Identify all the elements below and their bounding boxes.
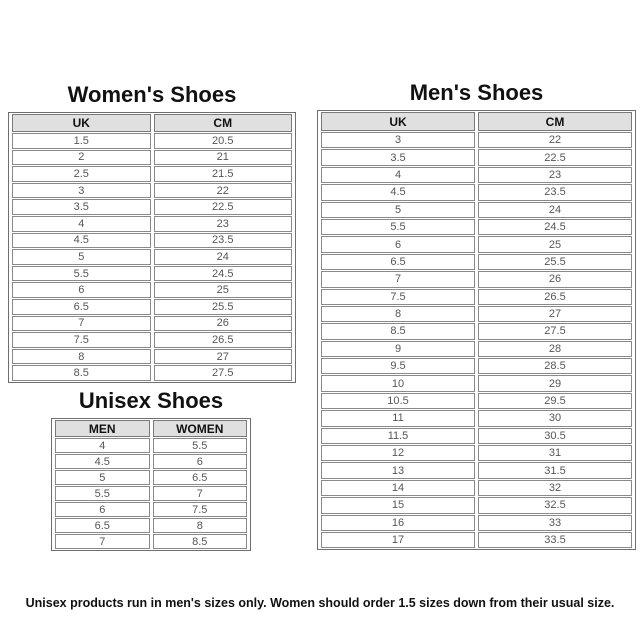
size-cell: 25.5 (154, 299, 293, 315)
size-cell: 22.5 (154, 199, 293, 215)
size-cell: 4 (55, 438, 150, 453)
size-cell: 7 (321, 271, 475, 287)
table-row (12, 216, 292, 232)
column-header-uk: UK (321, 112, 475, 131)
table-row (12, 349, 292, 365)
table-row (12, 233, 292, 249)
men-shoes-section (317, 80, 636, 550)
table-row (321, 219, 632, 235)
women-shoes-table (8, 112, 296, 383)
size-cell: 4 (12, 216, 151, 232)
table-row (55, 454, 247, 469)
men-table-body (321, 132, 632, 548)
size-cell: 7 (153, 486, 248, 501)
unisex-table-body (55, 438, 247, 549)
header-row (12, 114, 292, 132)
table-row (321, 202, 632, 218)
size-cell: 27 (154, 349, 293, 365)
size-cell: 13 (321, 462, 475, 478)
size-cell: 27.5 (478, 323, 632, 339)
women-shoes-title: Women's Shoes (67, 82, 237, 107)
size-cell: 17 (321, 532, 475, 548)
table-row (321, 358, 632, 374)
footer-note: Unisex products run in men's sizes only. Women should order 1.5 sizes down from their usual size. (25, 596, 615, 610)
table-row (12, 266, 292, 282)
size-cell: 6.5 (153, 470, 248, 485)
column-header-women: WOMEN (153, 420, 248, 437)
table-row (321, 341, 632, 357)
size-cell: 26 (478, 271, 632, 287)
size-cell: 28 (478, 341, 632, 357)
size-cell: 2 (12, 150, 151, 166)
size-cell: 23 (478, 167, 632, 183)
size-cell: 8.5 (321, 323, 475, 339)
size-cell: 5.5 (321, 219, 475, 235)
table-row (55, 438, 247, 453)
size-cell: 10.5 (321, 393, 475, 409)
size-cell: 24.5 (478, 219, 632, 235)
table-row (321, 462, 632, 478)
table-row (321, 289, 632, 305)
size-cell: 5.5 (12, 266, 151, 282)
table-row (12, 150, 292, 166)
size-cell: 5.5 (153, 438, 248, 453)
size-cell: 6 (55, 502, 150, 517)
women-table-header (12, 114, 292, 132)
table-row (55, 470, 247, 485)
size-cell: 29 (478, 375, 632, 391)
column-header-cm: CM (478, 112, 632, 131)
unisex-shoes-title: Unisex Shoes (78, 388, 224, 413)
size-cell: 27 (478, 306, 632, 322)
table-row (55, 502, 247, 517)
size-cell: 31.5 (478, 462, 632, 478)
size-cell: 8.5 (153, 534, 248, 549)
size-cell: 3.5 (12, 199, 151, 215)
column-header-men: MEN (55, 420, 150, 437)
table-row (12, 199, 292, 215)
size-cell: 6.5 (12, 299, 151, 315)
size-cell: 26.5 (478, 289, 632, 305)
table-row (12, 249, 292, 265)
table-row (321, 532, 632, 548)
size-cell: 11 (321, 410, 475, 426)
table-row (12, 282, 292, 298)
size-cell: 33.5 (478, 532, 632, 548)
header-row (321, 112, 632, 131)
table-row (12, 166, 292, 182)
size-cell: 6.5 (55, 518, 150, 533)
size-cell: 29.5 (478, 393, 632, 409)
size-cell: 7.5 (12, 332, 151, 348)
size-cell: 25.5 (478, 254, 632, 270)
size-cell: 23.5 (478, 184, 632, 200)
size-cell: 30.5 (478, 428, 632, 444)
size-cell: 23.5 (154, 233, 293, 249)
table-row (12, 316, 292, 332)
men-shoes-title: Men's Shoes (409, 80, 544, 105)
unisex-shoes-section (51, 388, 251, 551)
size-cell: 5 (321, 202, 475, 218)
size-cell: 5 (55, 470, 150, 485)
table-row (12, 299, 292, 315)
table-row (55, 518, 247, 533)
size-cell: 15 (321, 497, 475, 513)
size-cell: 24 (478, 202, 632, 218)
size-cell: 2.5 (12, 166, 151, 182)
table-row (321, 497, 632, 513)
women-shoes-section (8, 82, 296, 383)
size-cell: 27.5 (154, 365, 293, 381)
table-row (321, 132, 632, 148)
size-cell: 26 (154, 316, 293, 332)
size-cell: 23 (154, 216, 293, 232)
size-cell: 16 (321, 515, 475, 531)
table-row (321, 515, 632, 531)
size-cell: 22 (478, 132, 632, 148)
size-cell: 5.5 (55, 486, 150, 501)
table-row (321, 428, 632, 444)
size-cell: 9 (321, 341, 475, 357)
size-cell: 32 (478, 480, 632, 496)
size-cell: 7 (12, 316, 151, 332)
size-cell: 22 (154, 183, 293, 199)
column-header-uk: UK (12, 114, 151, 132)
table-row (321, 236, 632, 252)
table-row (321, 254, 632, 270)
size-cell: 4.5 (55, 454, 150, 469)
size-cell: 4 (321, 167, 475, 183)
table-row (12, 133, 292, 149)
size-cell: 9.5 (321, 358, 475, 374)
size-cell: 28.5 (478, 358, 632, 374)
size-cell: 20.5 (154, 133, 293, 149)
table-row (321, 184, 632, 200)
table-row (12, 365, 292, 381)
size-cell: 33 (478, 515, 632, 531)
size-cell: 21.5 (154, 166, 293, 182)
size-cell: 8 (153, 518, 248, 533)
size-cell: 8.5 (12, 365, 151, 381)
column-header-cm: CM (154, 114, 293, 132)
size-cell: 7.5 (321, 289, 475, 305)
size-cell: 6 (12, 282, 151, 298)
table-row (321, 393, 632, 409)
size-cell: 25 (478, 236, 632, 252)
size-cell: 24 (154, 249, 293, 265)
size-cell: 26.5 (154, 332, 293, 348)
size-cell: 4.5 (321, 184, 475, 200)
table-row (321, 149, 632, 165)
size-cell: 32.5 (478, 497, 632, 513)
size-cell: 3 (321, 132, 475, 148)
unisex-table-header (55, 420, 247, 437)
size-cell: 3.5 (321, 149, 475, 165)
women-table-body (12, 133, 292, 381)
men-shoes-table (317, 110, 636, 550)
table-row (321, 445, 632, 461)
size-cell: 25 (154, 282, 293, 298)
table-row (12, 183, 292, 199)
size-cell: 8 (12, 349, 151, 365)
table-row (321, 410, 632, 426)
size-cell: 31 (478, 445, 632, 461)
size-cell: 11.5 (321, 428, 475, 444)
size-cell: 12 (321, 445, 475, 461)
size-cell: 1.5 (12, 133, 151, 149)
size-cell: 7.5 (153, 502, 248, 517)
table-row (321, 323, 632, 339)
table-row (55, 486, 247, 501)
size-cell: 30 (478, 410, 632, 426)
size-cell: 6.5 (321, 254, 475, 270)
size-cell: 4.5 (12, 233, 151, 249)
size-cell: 8 (321, 306, 475, 322)
table-row (55, 534, 247, 549)
table-row (12, 332, 292, 348)
size-cell: 6 (321, 236, 475, 252)
table-row (321, 271, 632, 287)
table-row (321, 306, 632, 322)
size-cell: 21 (154, 150, 293, 166)
size-cell: 10 (321, 375, 475, 391)
size-cell: 14 (321, 480, 475, 496)
men-table-header (321, 112, 632, 131)
header-row (55, 420, 247, 437)
size-cell: 6 (153, 454, 248, 469)
size-cell: 22.5 (478, 149, 632, 165)
size-cell: 3 (12, 183, 151, 199)
size-cell: 24.5 (154, 266, 293, 282)
table-row (321, 480, 632, 496)
table-row (321, 375, 632, 391)
size-cell: 5 (12, 249, 151, 265)
table-row (321, 167, 632, 183)
size-cell: 7 (55, 534, 150, 549)
unisex-shoes-table (51, 418, 251, 551)
